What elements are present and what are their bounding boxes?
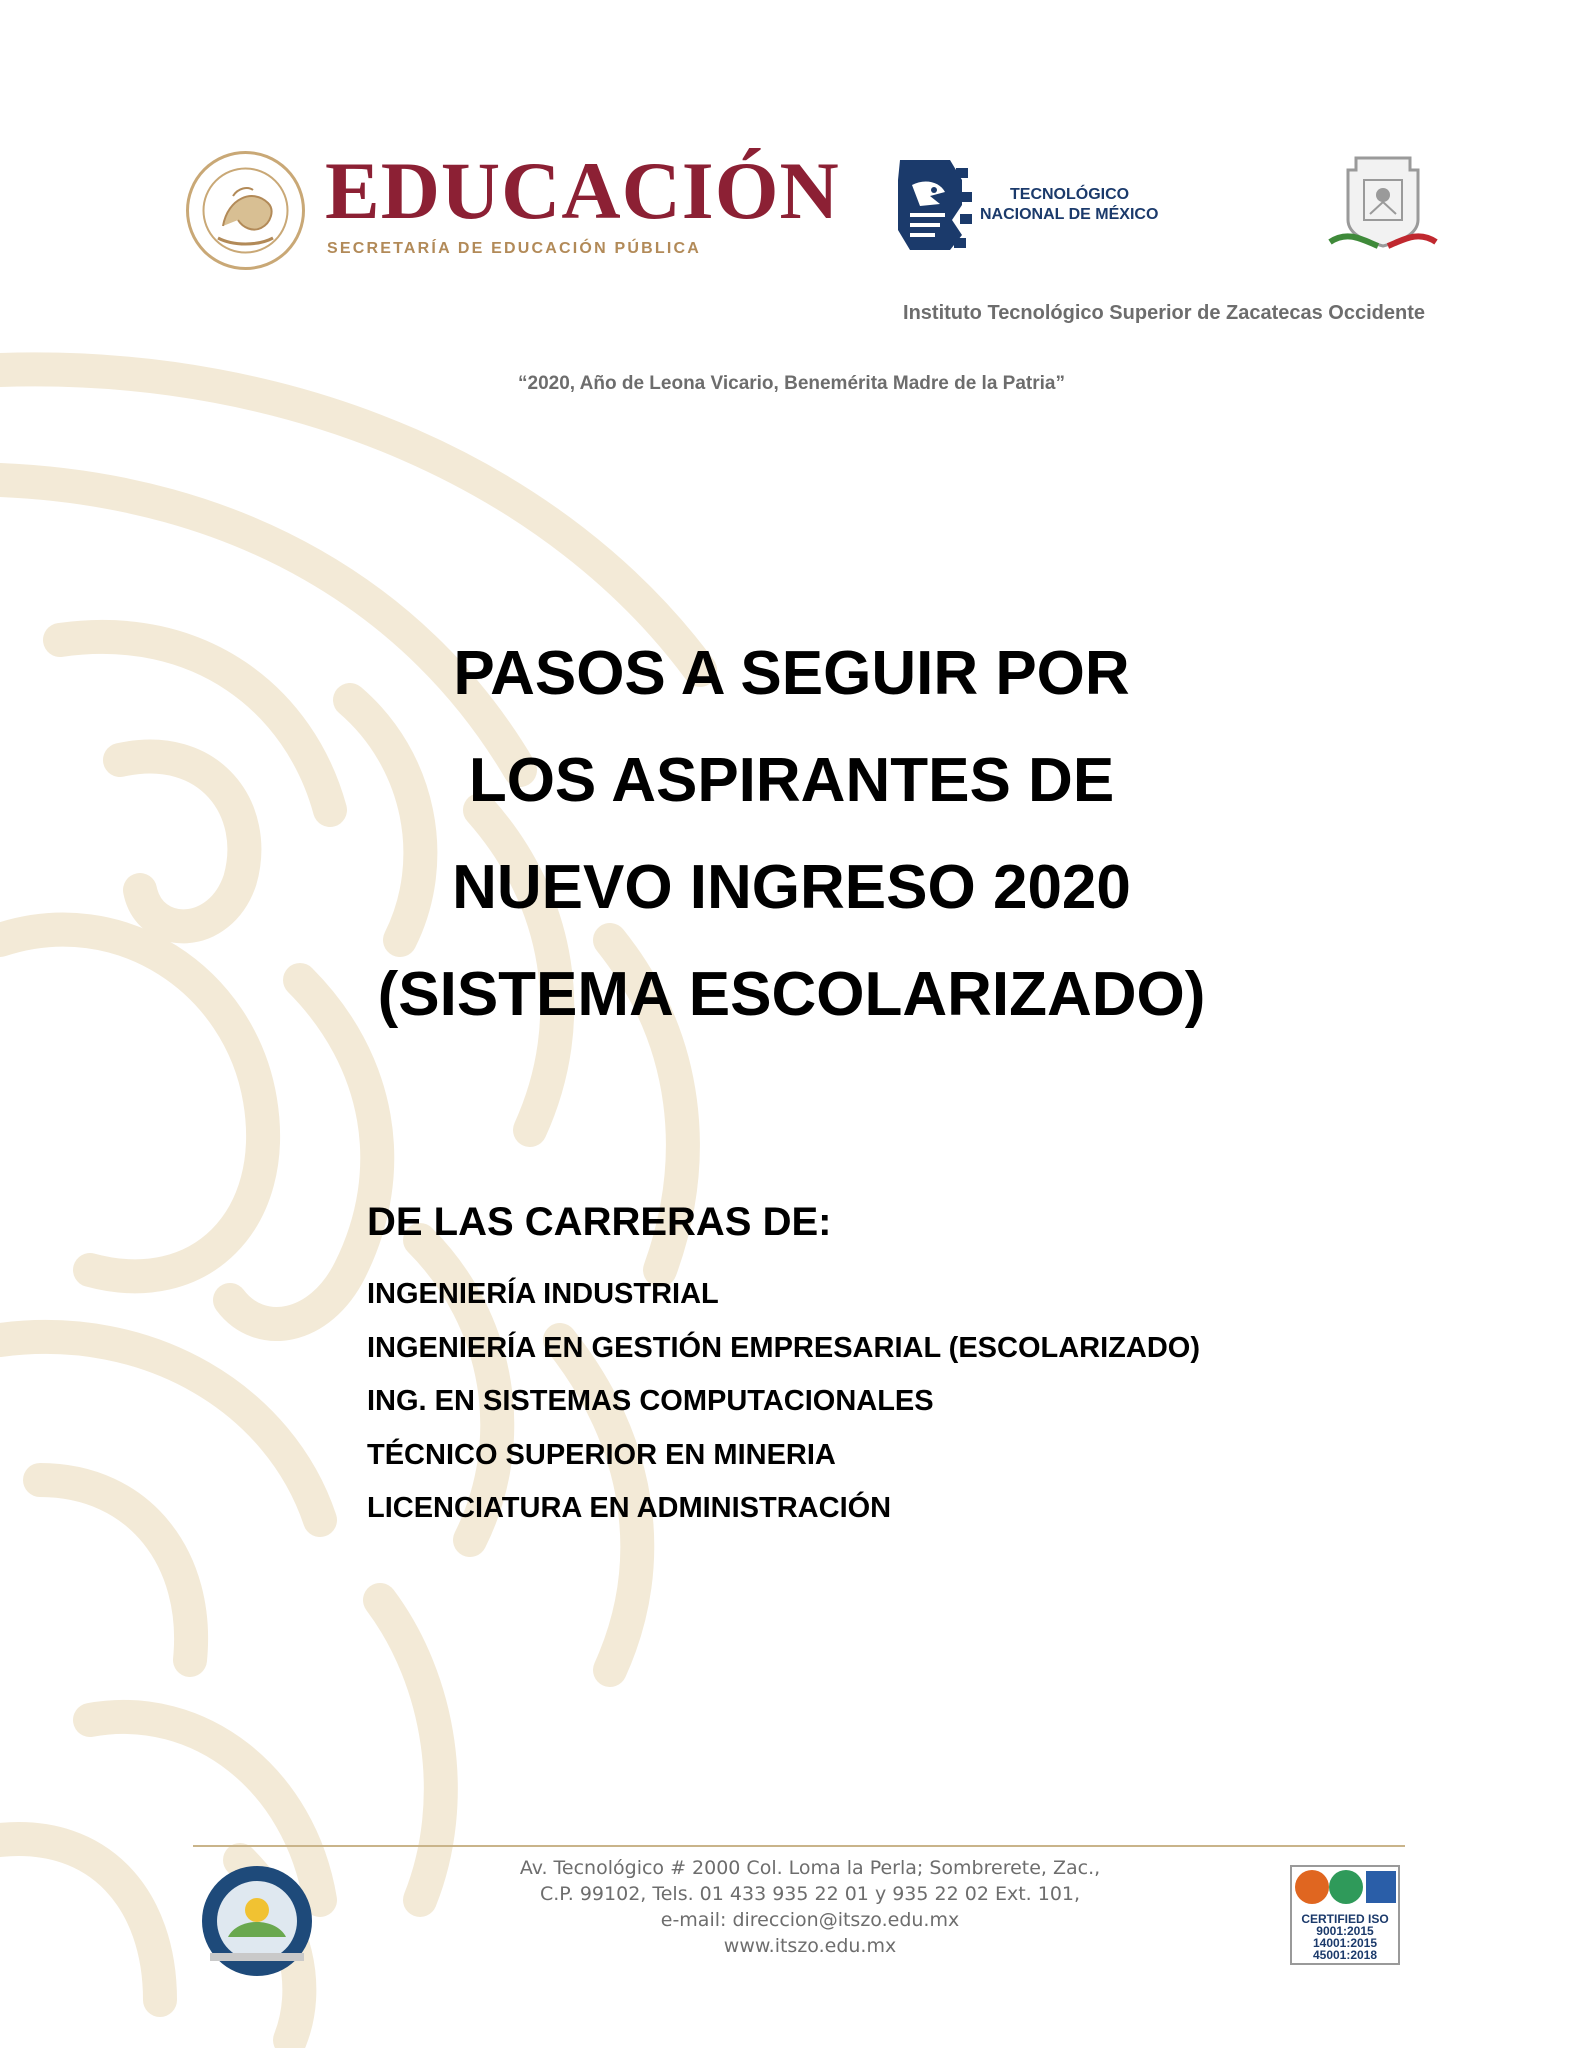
website-link[interactable]: www.itszo.edu.mx bbox=[723, 1935, 897, 1957]
careers-list bbox=[367, 1268, 1200, 1536]
footer-divider bbox=[193, 1845, 1405, 1847]
education-title: EDUCACIÓN bbox=[325, 145, 840, 236]
email-link[interactable]: e-mail: direccion@itszo.edu.mx bbox=[660, 1909, 960, 1931]
itszo-seal-icon bbox=[198, 1862, 316, 1980]
tecnm-name-line1: TECNOLÓGICO bbox=[1010, 186, 1130, 203]
mexican-coat-of-arms-icon bbox=[183, 148, 308, 273]
cert-line: 9001:2015 bbox=[1316, 1924, 1374, 1938]
address-line: C.P. 99102, Tels. 01 433 935 22 01 y 935 22 02 Ext. 101, bbox=[539, 1883, 1081, 1905]
background-watermark bbox=[0, 340, 820, 2048]
career-item: INGENIERÍA EN GESTIÓN EMPRESARIAL (ESCOLARIZADO) bbox=[367, 1331, 1200, 1364]
career-item: LICENCIATURA EN ADMINISTRACIÓN bbox=[367, 1492, 892, 1524]
title-line: LOS ASPIRANTES DE bbox=[468, 746, 1115, 815]
institute-name: Instituto Tecnológico Superior de Zacatecas Occidente bbox=[903, 302, 1425, 324]
zacatecas-coat-of-arms-icon bbox=[1328, 150, 1438, 258]
tecnm-eagle-gear-icon bbox=[890, 150, 972, 260]
footer-address bbox=[420, 1855, 1200, 1959]
address-line: Av. Tecnológico # 2000 Col. Loma la Perla; Sombrerete, Zac., bbox=[519, 1857, 1101, 1879]
career-item: ING. EN SISTEMAS COMPUTACIONALES bbox=[367, 1385, 934, 1417]
year-motto: “2020, Año de Leona Vicario, Benemérita Madre de la Patria” bbox=[518, 373, 1065, 394]
title-line: (SISTEMA ESCOLARIZADO) bbox=[377, 960, 1206, 1029]
career-item: TÉCNICO SUPERIOR EN MINERIA bbox=[367, 1438, 836, 1471]
career-item: INGENIERÍA INDUSTRIAL bbox=[367, 1278, 719, 1310]
title-line: NUEVO INGRESO 2020 bbox=[452, 853, 1131, 922]
document-title bbox=[0, 620, 1583, 1048]
title-line: PASOS A SEGUIR POR bbox=[453, 639, 1130, 708]
cert-line: 45001:2018 bbox=[1312, 1948, 1378, 1962]
education-subtitle: SECRETARÍA DE EDUCACIÓN PÚBLICA bbox=[327, 240, 701, 257]
certification-text bbox=[1292, 1913, 1398, 1961]
tecnm-name bbox=[980, 185, 1158, 225]
careers-heading: DE LAS CARRERAS DE: bbox=[367, 1200, 832, 1244]
cert-line: 14001:2015 bbox=[1312, 1936, 1378, 1950]
tecnm-name-line2: NACIONAL DE MÉXICO bbox=[980, 206, 1159, 223]
cert-line: CERTIFIED ISO bbox=[1301, 1912, 1389, 1926]
